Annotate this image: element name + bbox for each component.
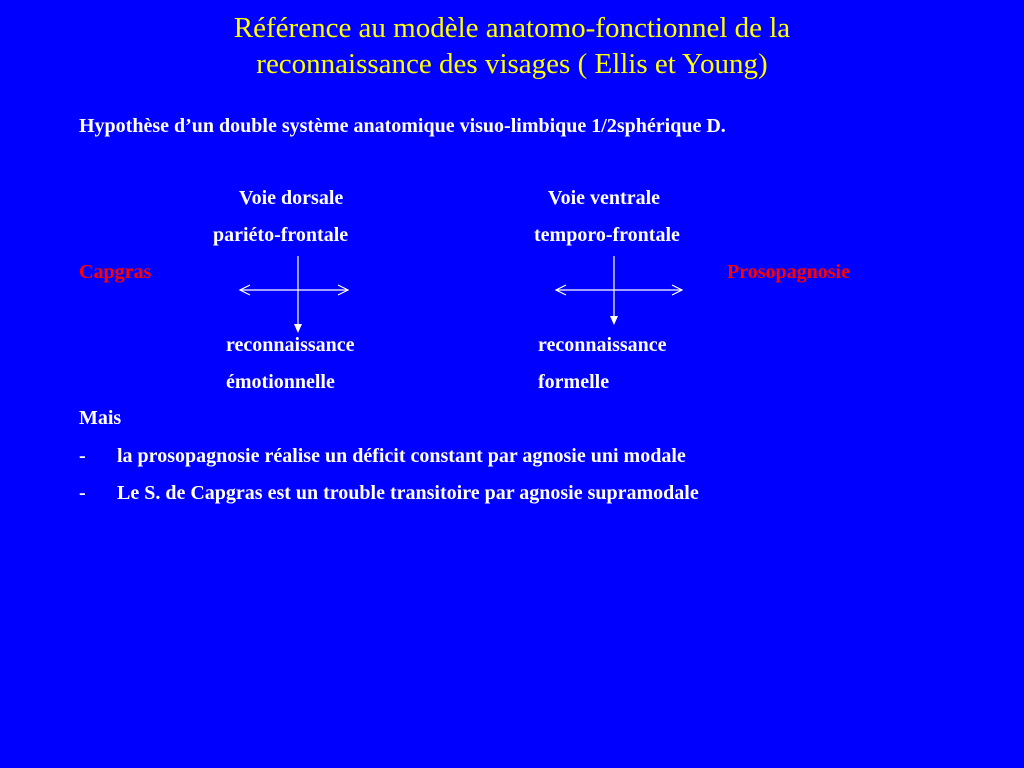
slide-title — [0, 10, 1024, 82]
ventral-arrowhead-left — [556, 285, 566, 295]
title-line-1: Référence au modèle anatomo-fonctionnel de la — [233, 12, 791, 44]
dorsal-arrowhead-left — [240, 285, 250, 295]
dorsal-region-label: pariéto-frontale — [213, 224, 349, 246]
ventral-result-line-1: reconnaissance — [538, 334, 667, 356]
title-line-2: reconnaissance des visages ( Ellis et Young) — [256, 48, 768, 80]
bullet-marker-1: - — [79, 445, 86, 467]
dorsal-arrowhead-right — [338, 285, 348, 295]
mais-label: Mais — [79, 407, 122, 429]
dorsal-pathway-label: Voie dorsale — [239, 187, 344, 209]
dorsal-result-line-2: émotionnelle — [226, 371, 335, 393]
hypothesis-text: Hypothèse d’un double système anatomique visuo-limbique 1/2sphérique D. — [79, 115, 726, 137]
ventral-pathway-label: Voie ventrale — [548, 187, 661, 209]
dorsal-down-arrowhead — [294, 324, 302, 333]
ventral-arrowhead-right — [672, 285, 682, 295]
dorsal-result-line-1: reconnaissance — [226, 334, 355, 356]
bullet-text-1: la prosopagnosie réalise un déficit constant par agnosie uni modale — [117, 445, 686, 467]
ventral-down-arrowhead — [610, 316, 618, 325]
bullet-text-2: Le S. de Capgras est un trouble transitoire par agnosie supramodale — [117, 482, 699, 504]
capgras-label: Capgras — [79, 261, 152, 283]
ventral-region-label: temporo-frontale — [534, 224, 680, 246]
ventral-result-line-2: formelle — [538, 371, 610, 393]
bullet-marker-2: - — [79, 482, 86, 504]
prosopagnosie-label: Prosopagnosie — [727, 261, 850, 283]
